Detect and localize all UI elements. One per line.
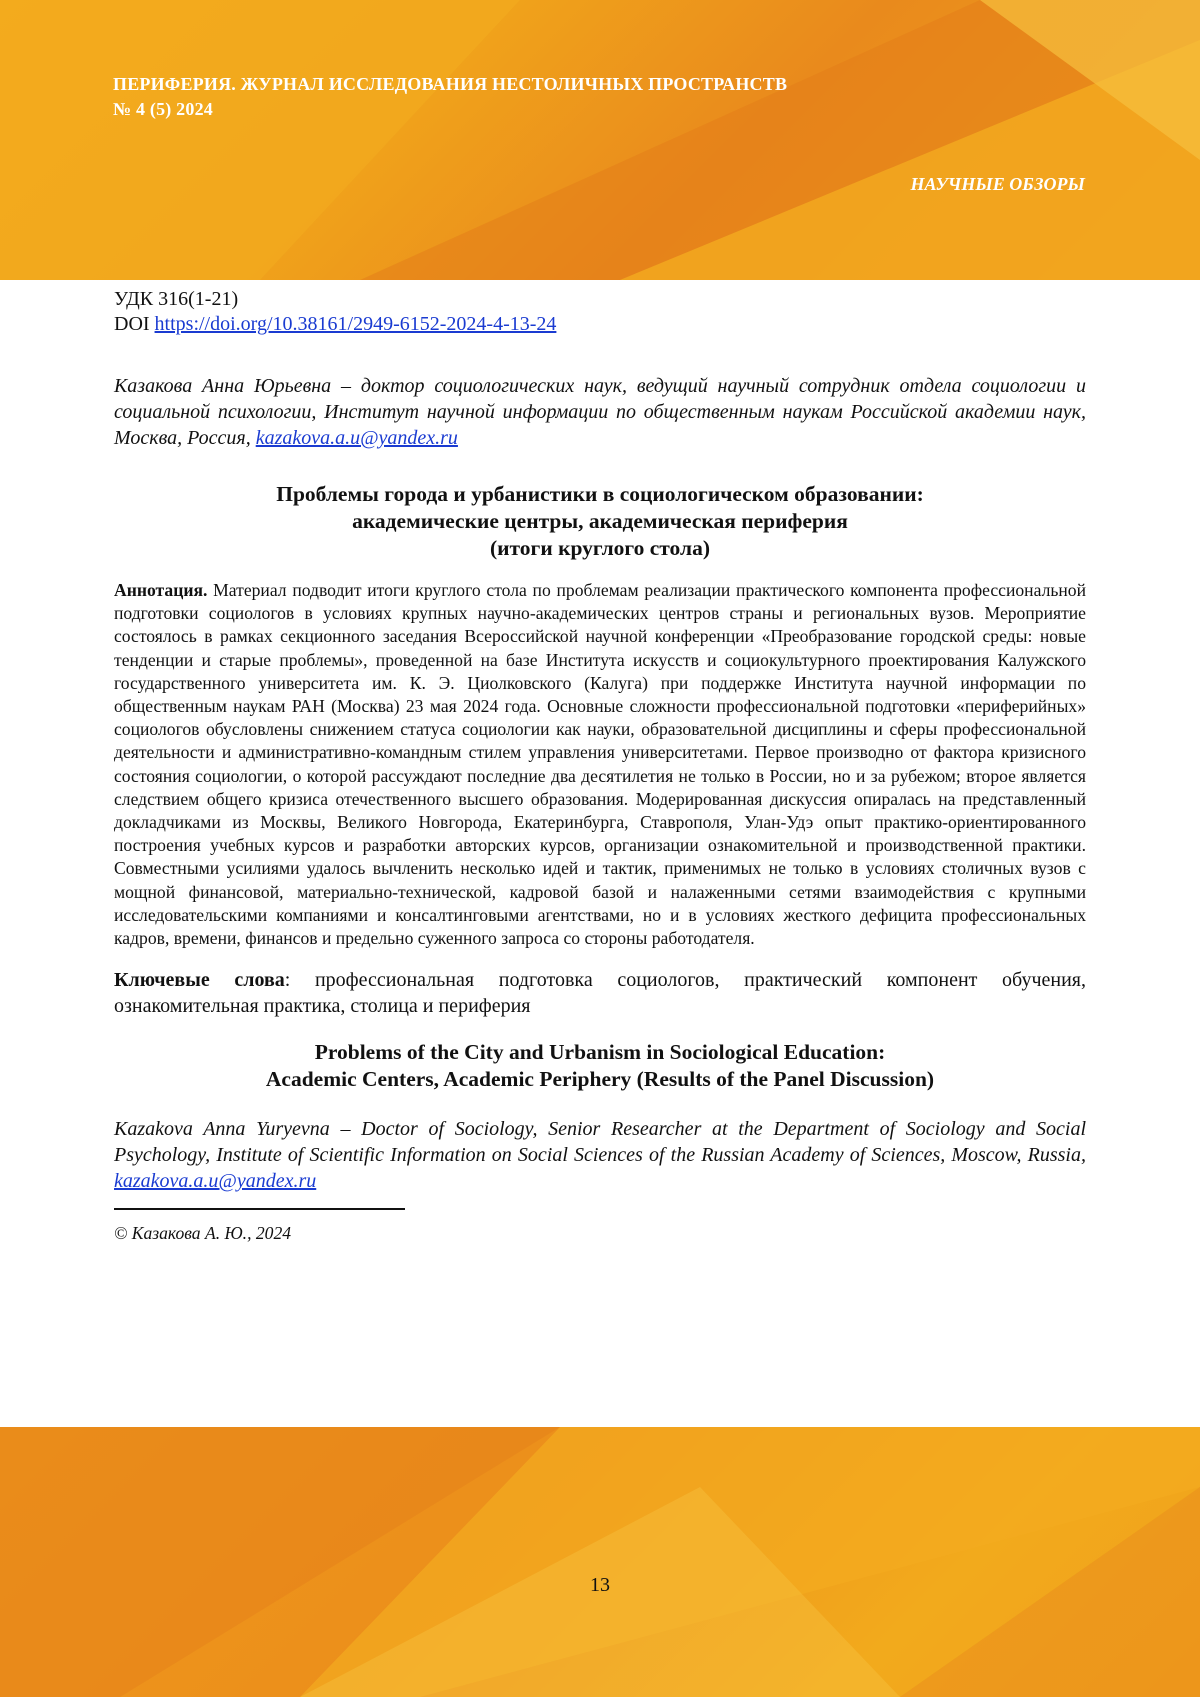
title-ru-line-3: (итоги круглого стола) — [489, 536, 710, 560]
doi-label: DOI — [114, 313, 155, 335]
title-en-line-1: Problems of the City and Urbanism in Sociological Education: — [314, 1040, 886, 1065]
journal-header — [113, 72, 787, 122]
keywords — [114, 967, 1086, 1019]
section-label: НАУЧНЫЕ ОБЗОРЫ — [910, 174, 1085, 194]
abstract-text: Материал подводит итоги круглого стола по проблемам реализации практического компонента профессиональной подготовки социологов в условиях крупных научно-академических центров страны и региональных вузов. Мероприятие состоялось в рамках секционного заседания Всероссийской научной конференции «Преобразование городской среды: новые тенденции и старые проблемы», проведенной на базе Института искусств и социокультурного проектирования Калужского государственного университета им. К. Э. Циолковского (Калуга) при поддержке Института научной информации по общественным наукам РАН (Москва) 23 мая 2024 года. Основные сложности профессиональной подготовки «периферийных» социологов обусловлены снижением статуса социологии как науки, образовательной дисциплины и сферы профессиональной деятельности и административно-командным стилем управления университетами. Первое производно от фактора кризисного состояния социологии, о которой рассуждают последние два десятилетия не только в России, но и за рубежом; второе является следствием общего кризиса отечественного высшего образования. Модерированная дискуссия опиралась на представленный докладчиками из Москвы, Великого Новгорода, Екатеринбурга, Ставрополя, Улан-Удэ опыт практико-ориентированного построения учебных курсов и разработки авторских курсов, организации ознакомительной и производственной практики. Совместными усилиями удалось вычленить несколько идей и тактик, применимых не только в условиях столичных вузов с мощной финансовой, материально-технической, кадровой базой и налаженными сетями взаимодействия с крупными исследовательскими компаниями и консалтинговыми агентствами, но и в условиях жесткого дефицита профессиональных кадров, времени, финансов и предельно суженного запроса со стороны работодателя. — [114, 580, 1086, 949]
keywords-label: Ключевые слова — [114, 969, 285, 992]
author-info-en — [114, 1116, 1086, 1194]
title-en-line-2: Academic Centers, Academic Periphery (Results of the Panel Discussion) — [265, 1067, 935, 1092]
keywords-text: : профессиональная подготовка социологов, практический компонент обучения, ознакомительная практика, столица и периферия — [114, 969, 1087, 1018]
author-info-ru — [114, 373, 1086, 451]
article-title-en — [114, 1039, 1086, 1093]
footer-band — [0, 1427, 1200, 1697]
doi-link[interactable]: https://doi.org/10.38161/2949-6152-2024-4-13-24 — [154, 313, 557, 335]
footer-decoration — [0, 1427, 1200, 1697]
page-number: 13 — [590, 1574, 610, 1596]
journal-title: ПЕРИФЕРИЯ. ЖУРНАЛ ИССЛЕДОВАНИЯ НЕСТОЛИЧНЫХ ПРОСТРАНСТВ — [113, 74, 788, 94]
author-text-ru: Казакова Анна Юрьевна – доктор социологических наук, ведущий научный сотрудник отдела социологии и социальной психологии, Институт научной информации по общественным наукам Российской академии наук, Москва, Россия, — [114, 375, 1086, 449]
udk-line: УДК 316(1-21) — [114, 288, 239, 310]
title-ru-line-2: академические центры, академическая периферия — [352, 509, 848, 533]
copyright: © Казакова А. Ю., 2024 — [114, 1223, 292, 1244]
footnote-divider — [114, 1208, 405, 1210]
author-email-en[interactable]: kazakova.a.u@yandex.ru — [114, 1170, 317, 1193]
article-title-ru — [114, 481, 1086, 562]
article-content — [114, 287, 1086, 1244]
author-email-ru[interactable]: kazakova.a.u@yandex.ru — [255, 427, 458, 449]
header-band — [0, 0, 1200, 280]
journal-issue: № 4 (5) 2024 — [113, 99, 213, 119]
title-ru-line-1: Проблемы города и урбанистики в социологическом образовании: — [276, 482, 924, 506]
author-text-en: Kazakova Anna Yuryevna – Doctor of Sociology, Senior Researcher at the Department of Sociology and Social Psychology, Institute of Scientific Information on Social Sciences of the Russian Academy of Sciences, Moscow, Russia, — [114, 1118, 1086, 1167]
abstract — [114, 579, 1086, 950]
header-decoration — [0, 0, 1200, 280]
abstract-label: Аннотация. — [114, 580, 208, 600]
doi-line — [114, 312, 1086, 337]
